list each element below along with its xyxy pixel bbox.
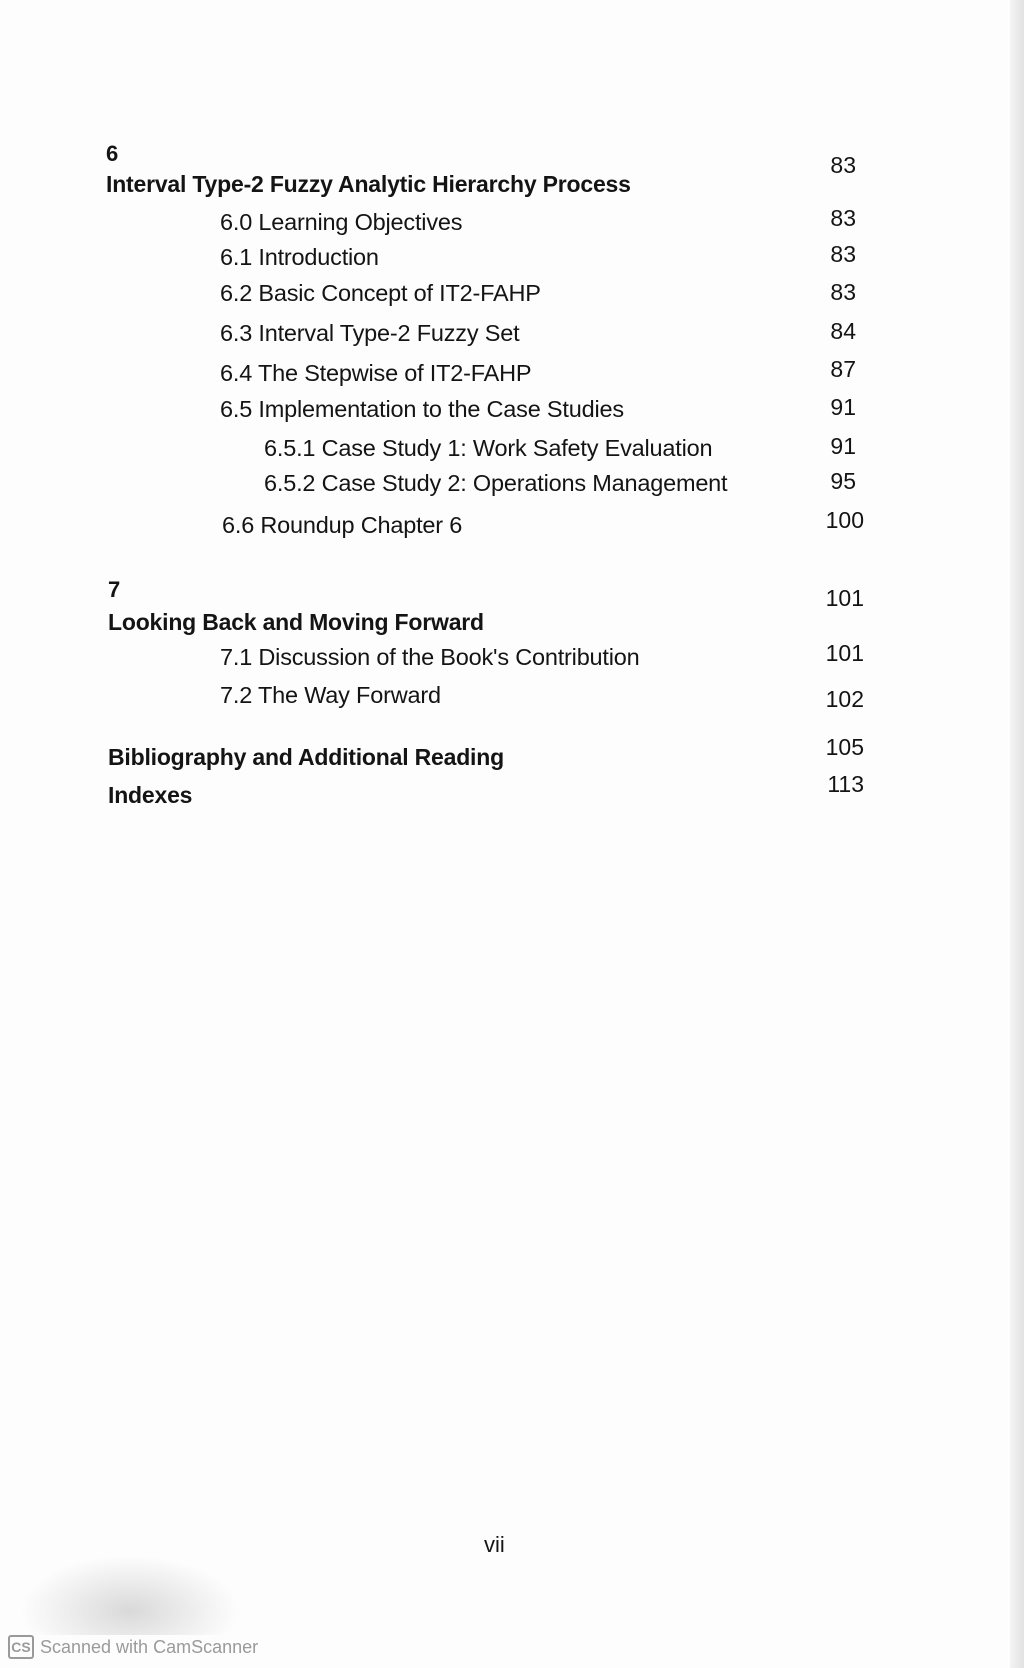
toc-page-6-5: 91 <box>830 394 856 420</box>
toc-entry-6-0: 6.0 Learning Objectives <box>220 209 463 235</box>
toc-entry-7-2: 7.2 The Way Forward <box>220 682 441 708</box>
toc-entry-bibliography: Bibliography and Additional Reading <box>108 744 504 770</box>
toc-entry-indexes: Indexes <box>108 782 193 808</box>
chapter-6-number: 6 <box>106 141 119 166</box>
toc-page-7-1: 101 <box>825 640 864 666</box>
toc-entry-6-5: 6.5 Implementation to the Case Studies <box>220 396 624 422</box>
toc-page-6-4: 87 <box>830 356 856 382</box>
page-edge-shadow <box>1010 0 1024 1668</box>
toc-page-6-2: 83 <box>830 279 856 305</box>
toc-page-6-0: 83 <box>830 205 856 231</box>
page-folio: vii <box>484 1532 505 1557</box>
toc-page-6-6: 100 <box>825 507 864 533</box>
chapter-7-page: 101 <box>825 585 864 611</box>
scanner-watermark <box>8 1633 258 1661</box>
toc-page-6-5-2: 95 <box>830 468 856 494</box>
toc-page-6-1: 83 <box>830 241 856 267</box>
toc-entry-6-5-1: 6.5.1 Case Study 1: Work Safety Evaluation <box>264 435 713 461</box>
toc-page-indexes: 113 <box>827 771 864 797</box>
scanner-watermark-text: Scanned with CamScanner <box>40 1636 259 1657</box>
toc-entry-6-5-2: 6.5.2 Case Study 2: Operations Management <box>264 470 728 496</box>
chapter-7-title: Looking Back and Moving Forward <box>108 609 484 635</box>
chapter-6-page: 83 <box>830 152 856 178</box>
toc-page-6-3: 84 <box>830 318 856 344</box>
toc-entry-7-1: 7.1 Discussion of the Book's Contribution <box>220 644 640 670</box>
toc-entry-6-1: 6.1 Introduction <box>220 244 379 270</box>
toc-entry-6-6: 6.6 Roundup Chapter 6 <box>222 512 463 538</box>
chapter-6-title: Interval Type-2 Fuzzy Analytic Hierarchy Process <box>106 171 631 197</box>
toc-entry-6-3: 6.3 Interval Type-2 Fuzzy Set <box>220 320 520 346</box>
toc-page-7-2: 102 <box>825 686 864 712</box>
camscanner-logo-icon: CS <box>8 1635 34 1659</box>
toc-entry-6-4: 6.4 The Stepwise of IT2-FAHP <box>220 360 532 386</box>
toc-entry-6-2: 6.2 Basic Concept of IT2-FAHP <box>220 280 541 306</box>
chapter-7-number: 7 <box>108 577 121 602</box>
scan-smudge <box>20 1555 240 1635</box>
toc-page-bibliography: 105 <box>825 734 864 760</box>
toc-page-6-5-1: 91 <box>830 433 856 459</box>
